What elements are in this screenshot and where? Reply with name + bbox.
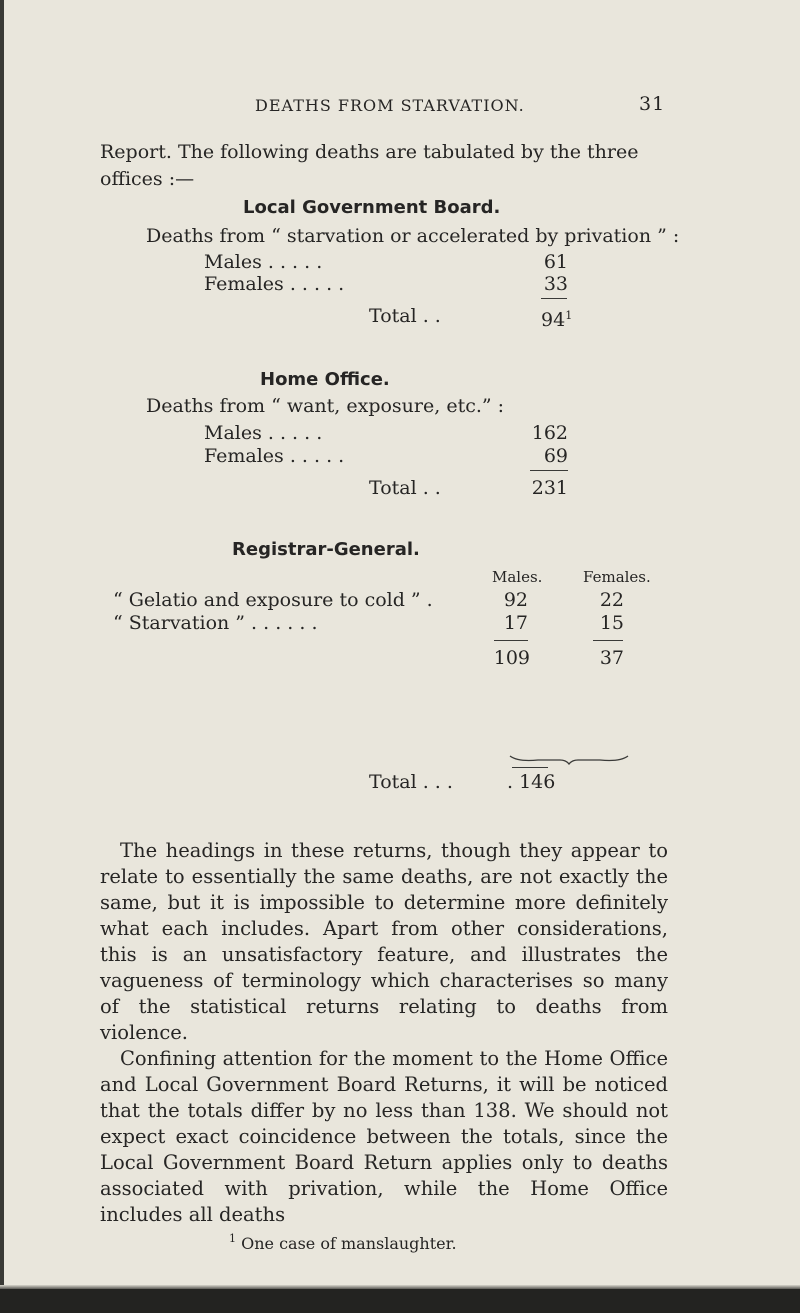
lgb-row-females-value: 33 (543, 273, 568, 295)
sum-rule (512, 767, 548, 768)
ho-total-value: 231 (531, 477, 568, 499)
lgb-total-label: Total . . (369, 305, 441, 327)
ho-row-males-label: Males . . . . . (204, 422, 323, 444)
rg-row-1-label: “ Gelatio and exposure to cold ” . (113, 589, 433, 611)
rg-row-2-females: 15 (599, 612, 624, 634)
page-number: 31 (639, 93, 666, 115)
section-heading-home-office: Home Office. (260, 369, 390, 390)
page-edge-shadow (0, 0, 4, 1313)
footnote-text: One case of manslaughter. (241, 1234, 457, 1253)
ho-total-label: Total . . (369, 477, 441, 499)
brace-icon (508, 752, 630, 766)
sum-rule (494, 640, 528, 641)
home-office-caption: Deaths from “ want, exposure, etc.” : (146, 395, 505, 417)
rg-row-1-females: 22 (599, 589, 624, 611)
column-header-males: Males. (492, 568, 543, 586)
lgb-row-males-value: 61 (543, 251, 568, 273)
paragraph-2: Confining attention for the moment to the Home Office and Local Government Board Returns, it will be noticed that the totals differ by no less than 138. We should not expect exact coincidence between the totals, since the Local Government Board Return applies only to deaths associated with privation, while the Home Office includes all deaths (100, 1047, 668, 1226)
rg-row-2-label: “ Starvation ” . . . . . . (113, 612, 318, 634)
intro-line-1: Report. The following deaths are tabulated by the three (100, 141, 639, 163)
ho-row-males-value: 162 (531, 422, 568, 444)
lgb-row-males-label: Males . . . . . (204, 251, 323, 273)
section-heading-lgb: Local Government Board. (243, 197, 501, 218)
lgb-row-females-label: Females . . . . . (204, 273, 345, 295)
section-heading-registrar: Registrar-General. (232, 539, 420, 560)
rg-subtotal-males: 109 (493, 647, 530, 669)
paragraph-1: The headings in these returns, though they appear to relate to essentially the same deaths, are not exactly the same, but it is impossible to determine more definitely what each includes. Apart from other considerations, this is an unsatisfactory feature, and illustrates the vagueness of terminology which characterises so many of the statistical returns relating to deaths from violence. (100, 839, 668, 1044)
rg-row-1-males: 92 (503, 589, 528, 611)
rg-row-2-males: 17 (503, 612, 528, 634)
intro-line-2: offices :— (100, 168, 195, 190)
scan-bottom-edge (0, 1289, 800, 1313)
rg-total-label: Total . . . (369, 771, 453, 793)
sum-rule (530, 470, 568, 471)
rg-subtotal-females: 37 (599, 647, 624, 669)
running-header: DEATHS FROM STARVATION. (255, 96, 525, 115)
sum-rule (541, 298, 567, 299)
column-header-females: Females. (583, 568, 651, 586)
footnote-number: 1 (229, 1232, 236, 1245)
ho-row-females-value: 69 (543, 445, 568, 467)
ho-row-females-label: Females . . . . . (204, 445, 345, 467)
footnote (229, 1232, 457, 1253)
footnote-marker: 1 (565, 309, 573, 322)
lgb-total-value: $94^1$ (541, 309, 573, 331)
lgb-caption: Deaths from “ starvation or accelerated by privation ” : (146, 225, 680, 247)
body-text (100, 838, 668, 1228)
rg-total-value: . 146 (507, 771, 556, 793)
sum-rule (593, 640, 623, 641)
